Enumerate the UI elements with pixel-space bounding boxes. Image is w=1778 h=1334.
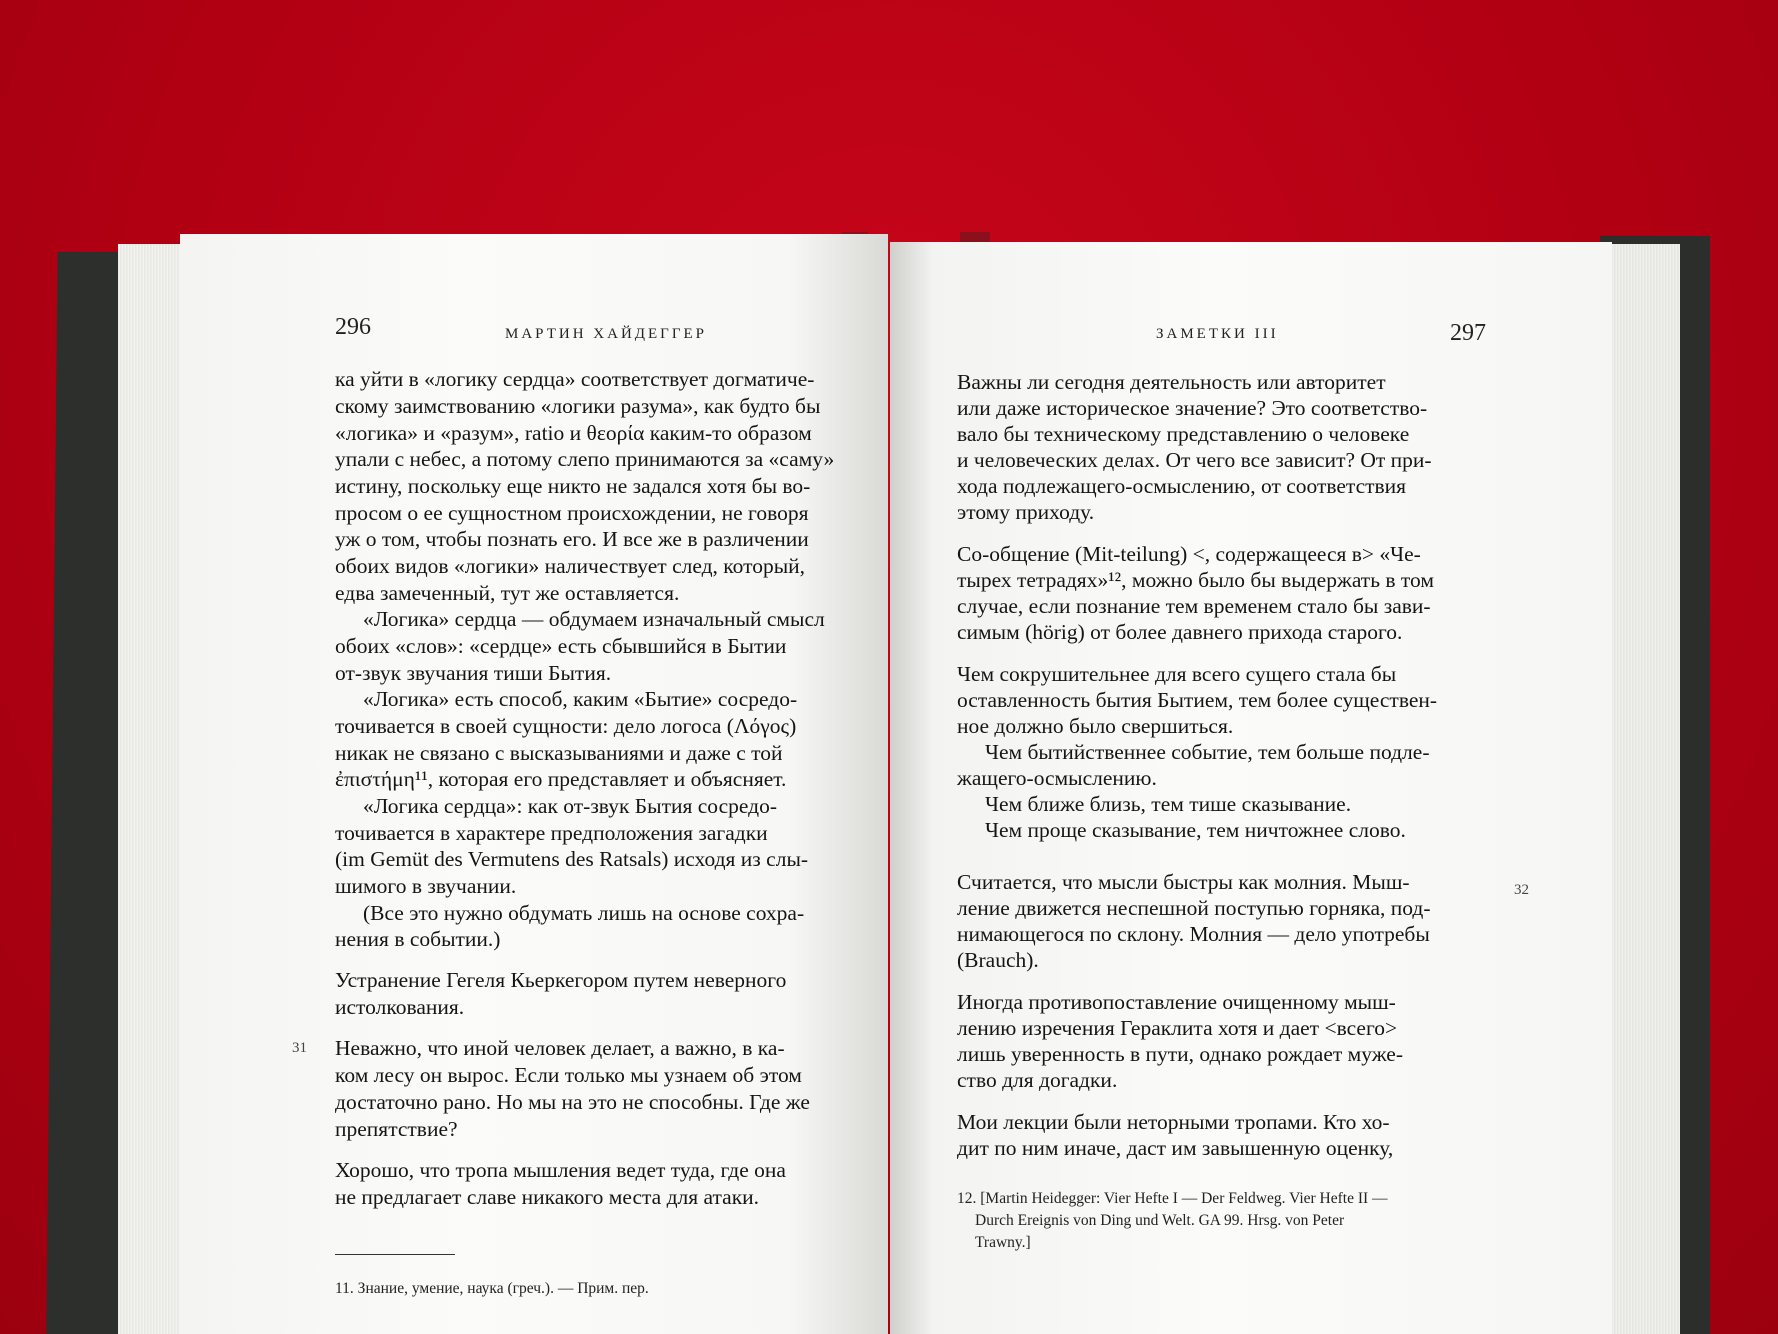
text-line: нения в событии.) [335,927,501,951]
text-line: Со-общение (Mit-teilung) <, содержащееся в> «Че- [957,542,1421,566]
text-line: (im Gemüt des Vermutens des Ratsals) исходя из слы- [335,847,809,871]
text-line: просом о ее сущностном происхождении, не говоря [335,501,809,525]
text-line: Считается, что мысли быстры как молния. Мыш- [957,870,1410,894]
text-line: нимающегося по склону. Молния — дело употребы [957,922,1430,946]
text-line: Чем сокрушительнее для всего сущего стала бы [957,662,1397,686]
text-line: Чем бытийственнее событие, тем больше подле- [985,740,1430,764]
text-line: шимого в звучании. [335,874,517,898]
text-line: истолкования. [335,995,465,1019]
text-line: симым (hörig) от более давнего прихода старого. [957,620,1403,644]
text-line: точивается в характере предположения загадки [335,821,768,845]
running-head: МАРТИН ХАЙДЕГГЕР [505,326,708,342]
text-line: ἐπιστήμη¹¹, которая его представляет и объясняет. [335,767,787,791]
text-line: обоих «слов»: «сердце» есть сбывшийся в Бытии [335,634,787,658]
footnote-line: 12. [Martin Heidegger: Vier Hefte I — Der Feldweg. Vier Hefte II — [957,1190,1388,1207]
text-line: (Все это нужно обдумать лишь на основе сохра- [363,901,805,925]
text-line: Чем проще сказывание, тем ничтожнее слово. [985,818,1406,842]
text-line: «Логика» есть способ, каким «Бытие» сосредо- [363,687,798,711]
text-line: точивается в своей сущности: дело логоса (Λόγος) [335,714,797,738]
footnote: 11. Знание, умение, наука (греч.). — Прим. пер. [335,1280,649,1297]
text-line: «логика» и «разум», ratio и θεορία каким-то образом [335,421,812,445]
text-line: случае, если познание тем временем стало бы зави- [957,594,1431,618]
text-line: дит по ним иначе, даст им завышенную оценку, [957,1136,1394,1160]
text-line: (Brauch). [957,948,1039,972]
left-page [180,234,888,1334]
text-line: ное должно было свершиться. [957,714,1234,738]
text-line: «Логика» сердца — обдумаем изначальный смысл [363,607,825,631]
text-line: никак не связано с высказываниями и даже с той [335,741,783,765]
right-page [890,242,1612,1334]
text-line: достаточно рано. Но мы на это не способны. Где же [335,1090,810,1114]
text-line: Важны ли сегодня деятельность или авторитет [957,370,1386,394]
text-line: ство для догадки. [957,1068,1118,1092]
text-line: или даже историческое значение? Это соответство- [957,396,1428,420]
text-line: от-звук звучания тиши Бытия. [335,661,612,685]
text-line: Устранение Гегеля Кьеркегором путем неверного [335,968,787,992]
text-line: оставленность бытия Бытием, тем более существен- [957,688,1438,712]
margin-number: 31 [292,1040,307,1056]
text-line: препятствие? [335,1117,458,1141]
footnote-rule [335,1254,455,1255]
footnote-line: Durch Ereignis von Ding und Welt. GA 99. Hrsg. von Peter [975,1212,1345,1229]
page-number: 296 [335,314,371,340]
page-number: 297 [1450,320,1486,346]
text-line: упали с небес, а потому слепо принимаются за «саму» [335,447,835,471]
text-line: истину, поскольку еще никто не задался хотя бы во- [335,474,811,498]
text-line: не предлагает славе никакого места для атаки. [335,1185,760,1209]
text-line: Чем ближе близь, тем тише сказывание. [985,792,1352,816]
text-line: едва замеченный, тут же оставляется. [335,581,680,605]
text-line: Мои лекции были неторными тропами. Кто хо- [957,1110,1390,1134]
text-line: «Логика сердца»: как от-звук Бытия сосредо- [363,794,777,818]
text-line: обоих видов «логики» наличествует след, который, [335,554,806,578]
footnote-line: Trawny.] [975,1234,1031,1251]
text-line: жащего-осмыслению. [957,766,1157,790]
text-line: скому заимствованию «логики разума», как будто бы [335,394,821,418]
text-line: Иногда противопоставление очищенному мыш- [957,990,1396,1014]
text-line: этому приходу. [957,500,1095,524]
text-line: уж о том, чтобы познать его. И все же в различении [335,527,809,551]
text-line: лению изречения Гераклита хотя и дает <всего> [957,1016,1398,1040]
margin-number: 32 [1514,882,1529,898]
text-line: и человеческих делах. От чего все зависит? От при- [957,448,1432,472]
text-line: ком лесу он вырос. Если только мы узнаем об этом [335,1063,802,1087]
text-line: хода подлежащего-осмыслению, от соответствия [957,474,1407,498]
text-line: тырех тетрадях»¹², можно было бы выдержать в том [957,568,1434,592]
text-line: Хорошо, что тропа мышления ведет туда, где она [335,1158,786,1182]
text-line: Неважно, что иной человек делает, а важно, в ка- [335,1036,785,1060]
page-edges-right [1600,244,1680,1334]
text-line: ка уйти в «логику сердца» соответствует догматиче- [335,367,815,391]
text-line: лишь уверенность в пути, однако рождает муже- [957,1042,1403,1066]
running-head: ЗАМЕТКИ III [1156,326,1279,342]
text-line: ление движется неспешной поступью горняка, под- [957,896,1431,920]
text-line: вало бы техническому представлению о человеке [957,422,1410,446]
